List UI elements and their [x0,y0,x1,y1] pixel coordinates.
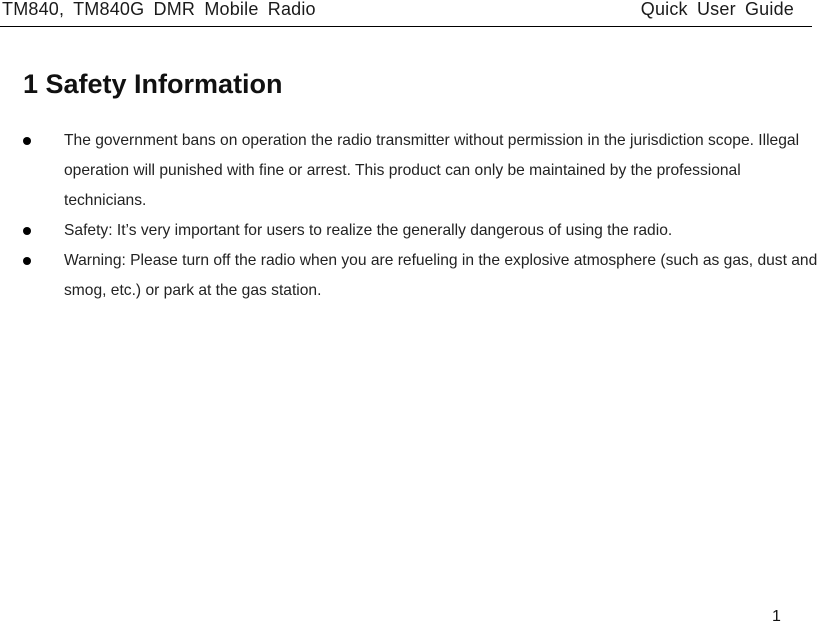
document-title: TM840, TM840G DMR Mobile Radio [2,0,316,19]
page-number: 1 [772,608,781,625]
bullet-list [0,126,826,306]
section-title: 1 Safety Information [23,69,283,99]
guide-type: Quick User Guide [640,0,794,19]
list-item [0,216,826,246]
bullet-text: Safety: It’s very important for users to realize the generally dangerous of using the radio. [64,222,673,239]
page-header [0,0,812,27]
bullet-text: The government bans on operation the radio transmitter without permission in the jurisdiction scope. Illegal operation will punished with fine or arrest. This product can only be maintained by the professional technicians. [64,132,800,209]
bullet-text: Warning: Please turn off the radio when you are refueling in the explosive atmosphere (such as gas, dust and smog, etc.) or park at the gas station. [64,252,818,299]
bullet-icon [23,257,31,265]
bullet-icon [23,227,31,235]
list-item [0,126,826,216]
list-item [0,246,826,306]
bullet-icon [23,137,31,145]
